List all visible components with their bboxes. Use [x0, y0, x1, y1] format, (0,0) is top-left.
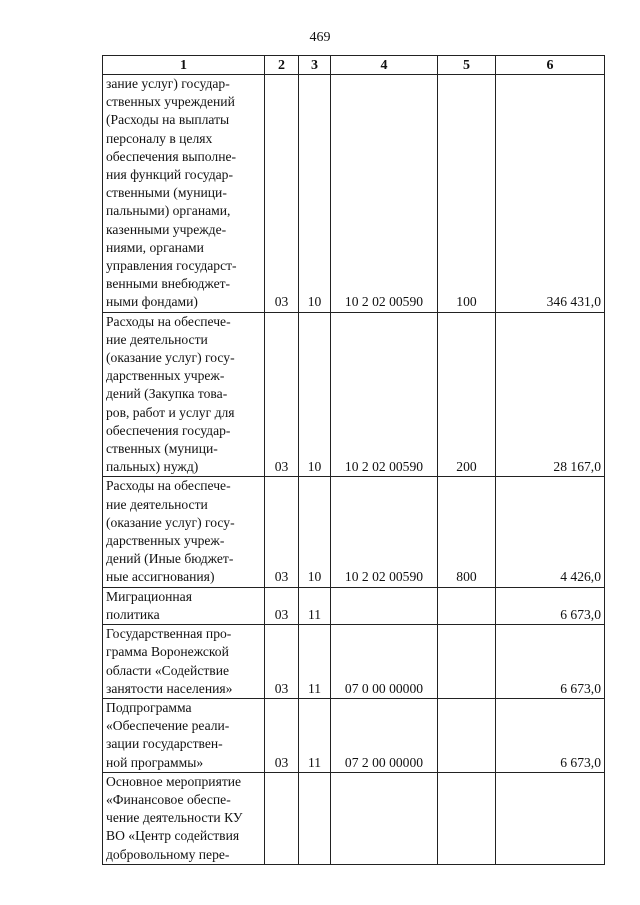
- cell-csr: 07 0 00 00000: [331, 625, 438, 699]
- cell-rz: 03: [265, 587, 299, 624]
- cell-csr: 10 2 02 00590: [331, 312, 438, 477]
- cell-vr: [438, 772, 496, 864]
- cell-pr: 11: [299, 698, 331, 772]
- cell-rz: 03: [265, 75, 299, 313]
- row-description: Расходы на обеспече- ние деятельности (оказание услуг) госу- дарственных учреж- дений (Закупка това- ров, работ и услуг для обеспечения государ- ственных (муници- пальных) нужд): [103, 312, 265, 477]
- column-header: 4: [331, 56, 438, 75]
- cell-csr: 10 2 02 00590: [331, 477, 438, 587]
- cell-csr: 10 2 02 00590: [331, 75, 438, 313]
- cell-rz: 03: [265, 698, 299, 772]
- cell-csr: [331, 772, 438, 864]
- cell-sum: 346 431,0: [496, 75, 605, 313]
- cell-rz: [265, 772, 299, 864]
- row-description: Расходы на обеспече- ние деятельности (оказание услуг) госу- дарственных учреж- дений (Иные бюджет- ные ассигнования): [103, 477, 265, 587]
- table-row: [103, 75, 605, 313]
- cell-vr: 800: [438, 477, 496, 587]
- page-number: 469: [309, 30, 331, 45]
- cell-sum: 6 673,0: [496, 625, 605, 699]
- cell-vr: [438, 625, 496, 699]
- table-row: [103, 698, 605, 772]
- row-description: Миграционная политика: [103, 587, 265, 624]
- cell-sum: 6 673,0: [496, 698, 605, 772]
- table-row: [103, 772, 605, 864]
- row-description: зание услуг) государ- ственных учреждений (Расходы на выплаты персоналу в целях обеспечения выполне- ния функций государ- ственными (муници- пальными) органами, казенными учрежде- ниями, органами управления государст- венными внебюджет- ными фондами): [103, 75, 265, 313]
- row-description: Основное мероприятие «Финансовое обеспе- чение деятельности КУ ВО «Центр содействия добровольному пере-: [103, 772, 265, 864]
- column-header: 6: [496, 56, 605, 75]
- cell-pr: [299, 772, 331, 864]
- cell-pr: 11: [299, 587, 331, 624]
- cell-sum: [496, 772, 605, 864]
- cell-sum: 28 167,0: [496, 312, 605, 477]
- cell-vr: [438, 698, 496, 772]
- cell-pr: 10: [299, 312, 331, 477]
- cell-csr: [331, 587, 438, 624]
- column-header: 2: [265, 56, 299, 75]
- column-header: 1: [103, 56, 265, 75]
- budget-table: [102, 55, 605, 865]
- cell-vr: 200: [438, 312, 496, 477]
- cell-rz: 03: [265, 625, 299, 699]
- cell-csr: 07 2 00 00000: [331, 698, 438, 772]
- cell-vr: [438, 587, 496, 624]
- row-description: Государственная про- грамма Воронежской области «Содействие занятости населения»: [103, 625, 265, 699]
- cell-sum: 4 426,0: [496, 477, 605, 587]
- cell-rz: 03: [265, 477, 299, 587]
- table-row: [103, 477, 605, 587]
- cell-pr: 10: [299, 75, 331, 313]
- cell-pr: 10: [299, 477, 331, 587]
- cell-pr: 11: [299, 625, 331, 699]
- cell-rz: 03: [265, 312, 299, 477]
- table-row: [103, 587, 605, 624]
- cell-vr: 100: [438, 75, 496, 313]
- table-header-row: [103, 56, 605, 75]
- table-row: [103, 312, 605, 477]
- row-description: Подпрограмма «Обеспечение реали- зации государствен- ной программы»: [103, 698, 265, 772]
- table-row: [103, 625, 605, 699]
- cell-sum: 6 673,0: [496, 587, 605, 624]
- column-header: 5: [438, 56, 496, 75]
- column-header: 3: [299, 56, 331, 75]
